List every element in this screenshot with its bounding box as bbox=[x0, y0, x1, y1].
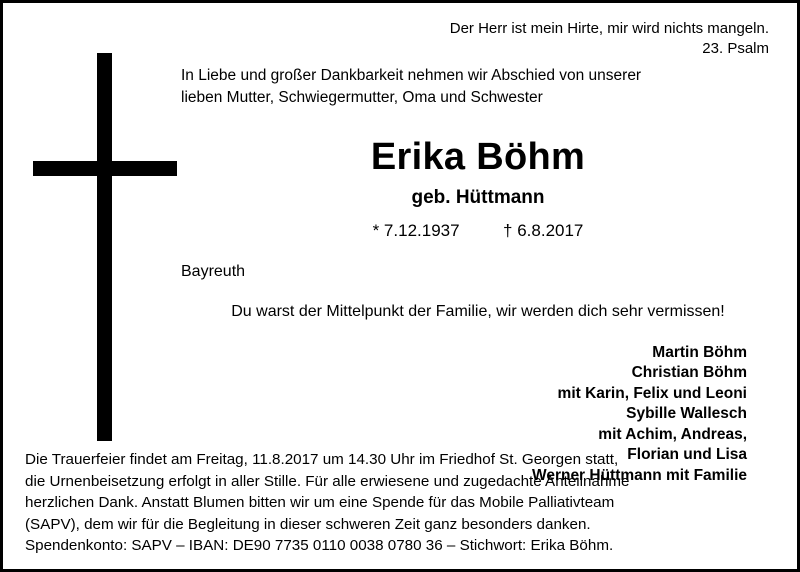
footer-line-5: Spendenkonto: SAPV – IBAN: DE90 7735 0110 0038 0780 36 – Stichwort: Erika Böhm. bbox=[25, 537, 614, 555]
epigraph-quote: Der Herr ist mein Hirte, mir wird nichts mangeln. bbox=[449, 20, 769, 37]
cross-vertical-bar bbox=[97, 53, 112, 441]
intro-line-2: lieben Mutter, Schwiegermutter, Oma und Schwester bbox=[181, 89, 543, 107]
funeral-details bbox=[25, 449, 775, 557]
list-item: Christian Böhm bbox=[631, 364, 747, 382]
motto-text: Du warst der Mittelpunkt der Familie, wir werden dich sehr vermissen! bbox=[231, 302, 725, 320]
list-item: Werner Hüttmann mit Familie bbox=[531, 466, 747, 484]
birth-date: * 7.12.1937 bbox=[372, 220, 460, 240]
cross-icon bbox=[19, 43, 169, 443]
intro-text bbox=[181, 65, 775, 110]
list-item: mit Achim, Andreas, bbox=[598, 425, 747, 443]
list-item: Sybille Wallesch bbox=[626, 405, 747, 423]
footer-line-2: die Urnenbeisetzung erfolgt in aller Stille. Für alle erwiesene und zugedachte Anteilnahme bbox=[25, 472, 630, 490]
intro-line-1: In Liebe und großer Dankbarkeit nehmen wir Abschied von unserer bbox=[181, 67, 642, 84]
list-item: mit Karin, Felix und Leoni bbox=[557, 384, 747, 402]
footer-line-1: Die Trauerfeier findet am Freitag, 11.8.2017 um 14.30 Uhr im Friedhof St. Georgen statt, bbox=[25, 451, 619, 469]
list-item: Florian und Lisa bbox=[627, 446, 747, 464]
epigraph-source: 23. Psalm bbox=[702, 40, 769, 58]
footer-line-4: (SAPV), dem wir für die Begleitung in dieser schweren Zeit ganz besonders danken. bbox=[25, 515, 591, 533]
list-item: Martin Böhm bbox=[652, 343, 747, 361]
deceased-maiden-name: geb. Hüttmann bbox=[411, 186, 545, 208]
place: Bayreuth bbox=[181, 262, 246, 280]
deceased-name: Erika Böhm bbox=[370, 135, 586, 178]
death-date: † 6.8.2017 bbox=[503, 220, 584, 240]
obituary-inner bbox=[3, 3, 797, 569]
footer-line-3: herzlichen Dank. Anstatt Blumen bitten wir um eine Spende für das Mobile Palliativteam bbox=[25, 494, 615, 512]
main-content bbox=[181, 65, 775, 486]
deceased-dates bbox=[181, 221, 775, 241]
cross-horizontal-bar bbox=[33, 161, 177, 176]
